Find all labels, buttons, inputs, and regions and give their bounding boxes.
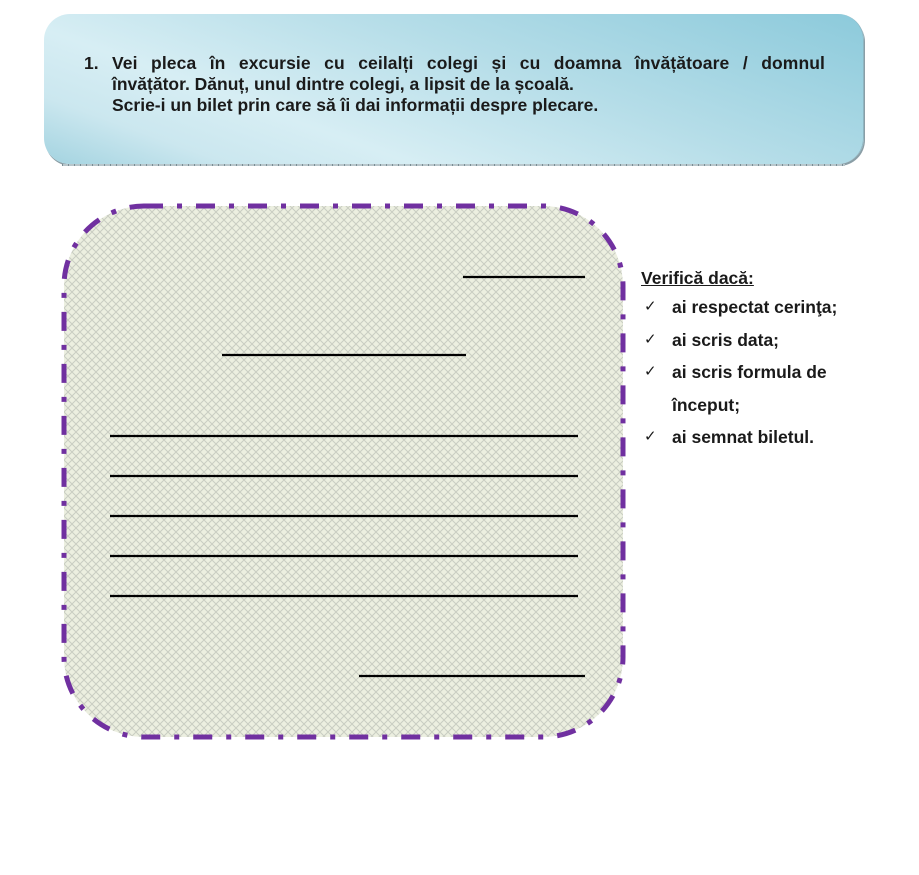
check-icon: ✓ [644, 428, 657, 445]
checklist-item-label: ai semnat biletul. [672, 427, 814, 447]
task-text-line-2: învățător. Dănuț, unul dintre colegi, a lipsit de la școală. [112, 74, 574, 94]
task-text-line-1: Vei pleca în excursie cu ceilalți colegi și cu doamna învățătoare / domnul [112, 53, 825, 73]
check-icon: ✓ [644, 298, 657, 315]
checklist-item [641, 291, 901, 324]
checklist-item [641, 421, 901, 454]
letter-card [64, 206, 623, 737]
checklist-title: Verifică dacă: [641, 268, 754, 288]
check-icon: ✓ [644, 330, 657, 348]
checklist-item-label: ai scris data; [672, 329, 779, 350]
self-check-list [641, 265, 901, 454]
check-icon: ✓ [644, 363, 657, 380]
checklist-item [641, 324, 901, 357]
checklist-item-label: ai respectat cerinţa; [672, 297, 838, 317]
checklist-item-label: ai scris formula de [672, 362, 827, 382]
checklist-item-label: început; [672, 394, 741, 415]
task-text-line-3: Scrie-i un bilet prin care să îi dai informații despre plecare. [112, 95, 599, 115]
task-number: 1. [84, 53, 99, 73]
checklist-item [641, 356, 901, 389]
checklist-item-continuation [641, 389, 901, 422]
